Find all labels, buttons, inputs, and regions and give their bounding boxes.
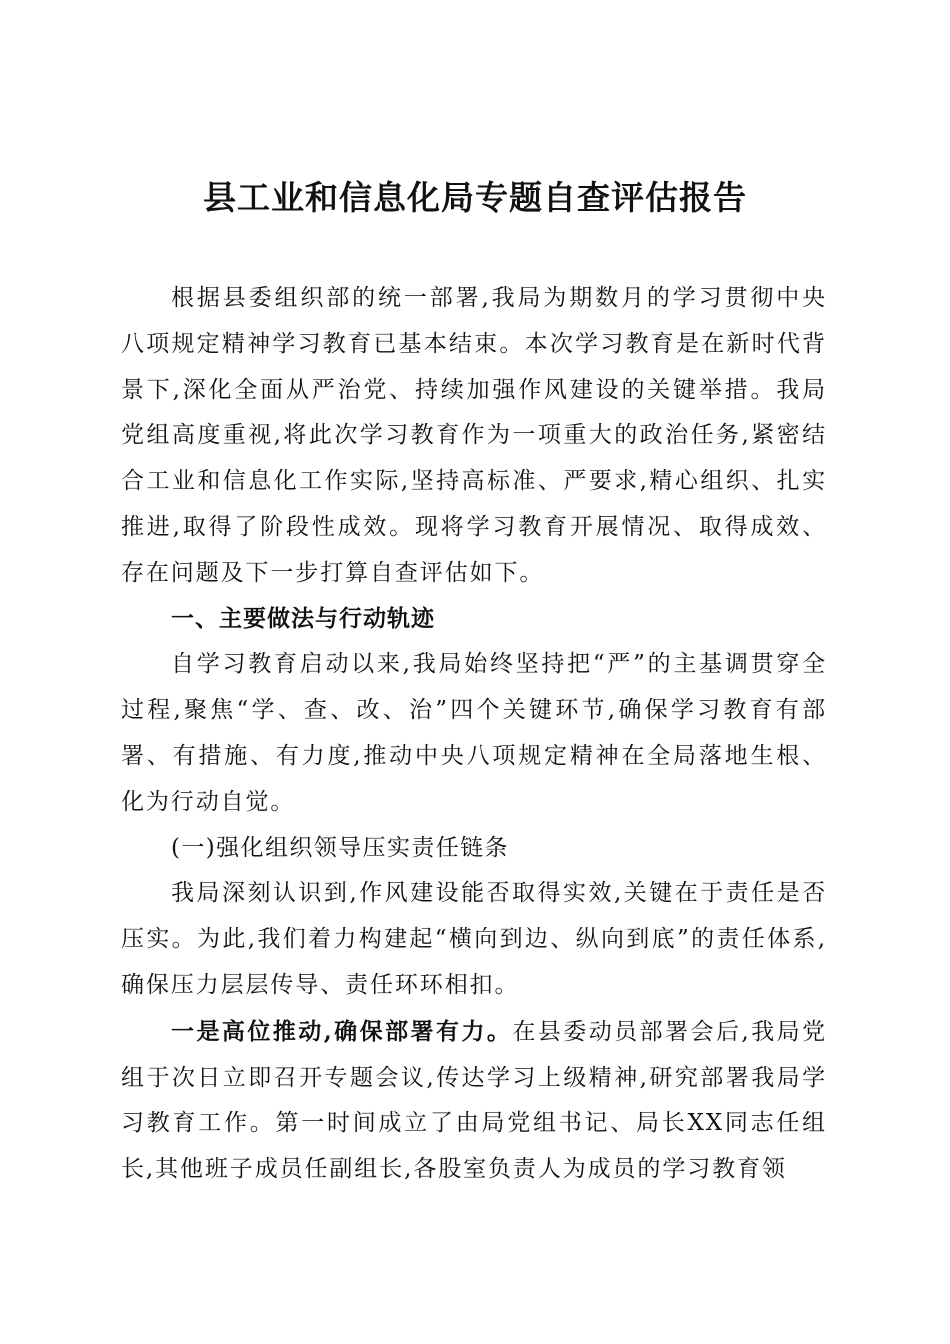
intro-paragraph: 根据县委组织部的统一部署,我局为期数月的学习贯彻中央八项规定精神学习教育已基本结束。本次学习教育是在新时代背景下,深化全面从严治党、持续加强作风建设的关键举措。我局党组高度重视,将此次学习教育作为一项重大的政治任务,紧密结合工业和信息化工作实际,坚持高标准、严要求,精心组织、扎实推进,取得了阶段性成效。现将学习教育开展情况、取得成效、存在问题及下一步打算自查评估如下。 <box>121 285 827 586</box>
subsection-heading: (一)强化组织领导压实责任链条 <box>171 834 509 861</box>
point-lead: 一是高位推动,确保部署有力。 <box>171 1017 513 1045</box>
subsection-paragraph: 我局深刻认识到,作风建设能否取得实效,关键在于责任是否压实。为此,我们着力构建起“横向到边、纵向到底”的责任体系,确保压力层层传导、责任环环相扣。 <box>121 880 827 998</box>
document-title: 县工业和信息化局专题自查评估报告 <box>203 178 747 217</box>
point-text: 在县委动员部署会后,我局党组于次日立即召开专题会议,传达学习上级精神,研究部署我局学习教育工作。第一时间成立了由局党组书记、局长XX同志任组长,其他班子成员任副组长,各股室负责人为成员的学习教育领 <box>121 1018 828 1183</box>
section-paragraph: 自学习教育启动以来,我局始终坚持把“严”的主基调贯穿全过程,聚焦“学、查、改、治”四个关键环节,确保学习教育有部署、有措施、有力度,推动中央八项规定精神在全局落地生根、化为行动自觉。 <box>121 651 827 815</box>
point-paragraph <box>121 1009 827 1193</box>
section-heading: 一、主要做法与行动轨迹 <box>171 605 435 632</box>
document-body <box>121 276 827 1193</box>
